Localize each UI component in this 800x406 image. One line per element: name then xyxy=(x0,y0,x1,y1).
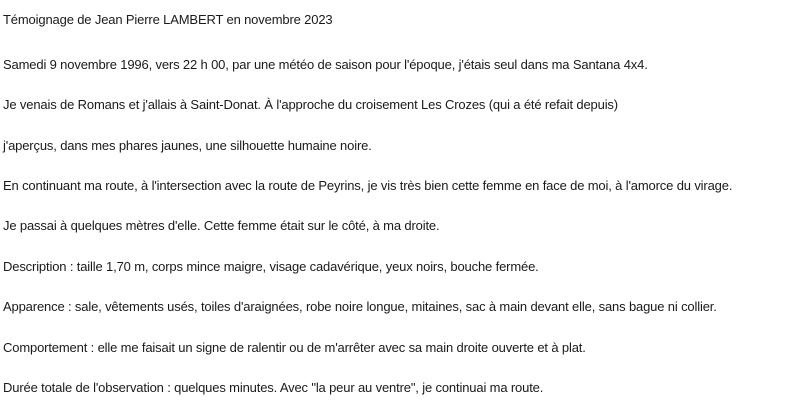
document-title: Témoignage de Jean Pierre LAMBERT en novembre 2023 xyxy=(3,12,333,27)
paragraph-duration: Durée totale de l'observation : quelques minutes. Avec "la peur au ventre", je continuai ma route. xyxy=(3,380,544,395)
paragraph-date: Samedi 9 novembre 1996, vers 22 h 00, par une météo de saison pour l'époque, j'étais seul dans ma Santana 4x4. xyxy=(3,57,648,72)
paragraph-behavior: Comportement : elle me faisait un signe de ralentir ou de m'arrêter avec sa main droite ouverte et à plat. xyxy=(3,340,586,355)
paragraph-route: Je venais de Romans et j'allais à Saint-Donat. À l'approche du croisement Les Crozes (qui a été refait depuis) xyxy=(3,97,618,112)
paragraph-appearance: Apparence : sale, vêtements usés, toiles d'araignées, robe noire longue, mitaines, sac à main devant elle, sans bague ni collier. xyxy=(3,299,717,314)
paragraph-intersection: En continuant ma route, à l'intersection avec la route de Peyrins, je vis très bien cette femme en face de moi, à l'amorce du virage. xyxy=(3,178,733,193)
paragraph-passing: Je passai à quelques mètres d'elle. Cette femme était sur le côté, à ma droite. xyxy=(3,218,440,233)
paragraph-description: Description : taille 1,70 m, corps mince maigre, visage cadavérique, yeux noirs, bouche fermée. xyxy=(3,259,539,274)
paragraph-silhouette: j'aperçus, dans mes phares jaunes, une silhouette humaine noire. xyxy=(3,138,372,153)
